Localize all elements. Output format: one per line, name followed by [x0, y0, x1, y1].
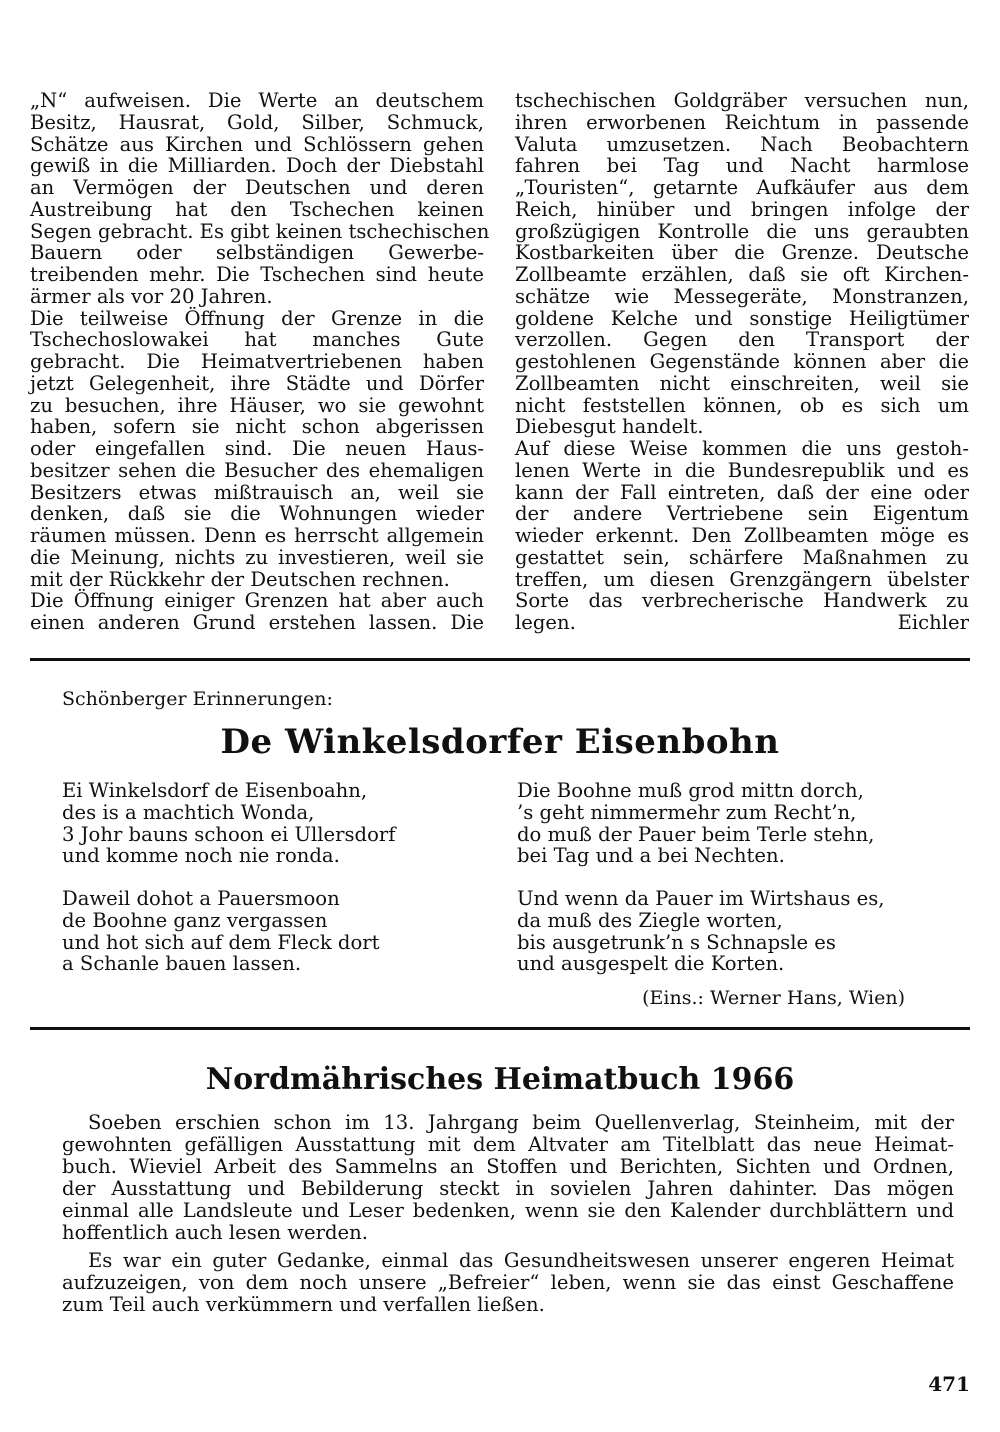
- poem-title: De Winkelsdorfer Eisenbohn: [220, 722, 780, 762]
- text-line: einmal alle Landsleute und Leser bedenken, wenn sie den Kalender durchblättern und: [62, 1199, 954, 1222]
- verse-line: und hot sich auf dem Fleck dort: [62, 930, 380, 954]
- verse-line: und komme noch nie ronda.: [62, 844, 340, 868]
- text-line: verzollen. Gegen den Transport der: [515, 328, 969, 352]
- signature-line: [515, 612, 969, 634]
- verse-line: Daweil dohot a Pauersmoon: [62, 887, 340, 910]
- text-line: treibenden mehr. Die Tschechen sind heute: [30, 263, 484, 286]
- verse-line: Und wenn da Pauer im Wirtshaus es,: [517, 887, 885, 910]
- text-line: gewohnten gefälligen Ausstattung mit dem Altvater am Titelblatt das neue Heimat-: [62, 1133, 954, 1156]
- text-line: der andere Vertriebene sein Eigentum: [515, 502, 969, 526]
- text-line: Reich, hinüber und bringen infolge der: [515, 197, 969, 221]
- text-line: Auf diese Weise kommen die uns gestoh-: [515, 437, 969, 460]
- text-line: oder eingefallen sind. Die neuen Haus-: [30, 437, 484, 460]
- text-line: Die teilweise Öffnung der Grenze in die: [30, 306, 484, 330]
- verse-line: Die Boohne muß grod mittn dorch,: [517, 779, 864, 802]
- text-line: die Meinung, nichts zu investieren, weil sie: [30, 545, 484, 569]
- poem-stanza: [517, 780, 874, 867]
- book-paragraph: [62, 1250, 954, 1316]
- section-divider: [30, 1027, 970, 1030]
- text-line: großzügigen Kontrolle die uns geraubten: [515, 219, 969, 243]
- text-line: besitzer sehen die Besucher des ehemaligen: [30, 458, 484, 482]
- verse-line: 3 Johr bauns schoon ei Ullersdorf: [62, 822, 396, 846]
- poem-stanza: [62, 780, 396, 867]
- text-line: treffen, um diesen Grenzgängern übelster: [515, 567, 969, 591]
- text-line: gestattet sein, schärfere Maßnahmen zu: [515, 545, 969, 569]
- article-column-left: [30, 89, 490, 634]
- text-line: Tschechoslowakei hat manches Gute: [30, 328, 484, 352]
- verse-line: des is a machtich Wonda,: [62, 800, 315, 824]
- verse-line: und ausgespelt die Korten.: [517, 952, 785, 976]
- text-line: Zollbeamte erzählen, daß sie oft Kirchen-: [515, 263, 969, 286]
- text-line: ihren erworbenen Reichtum in passende: [515, 110, 969, 134]
- text-line: tschechischen Goldgräber versuchen nun,: [515, 89, 969, 112]
- text-line: Bauern oder selbständigen Gewerbe-: [30, 241, 484, 265]
- text-line: mit der Rückkehr der Deutschen rechnen.: [30, 567, 450, 591]
- text-line: aufzuzeigen, von dem noch unsere „Befreier“ leben, wenn sie das einst Geschaffene: [62, 1271, 954, 1294]
- book-title: Nordmährisches Heimatbuch 1966: [205, 1062, 795, 1097]
- text-line: Zollbeamten nicht einschreiten, weil sie: [515, 371, 969, 395]
- text-line: Sorte das verbrecherische Handwerk zu: [515, 589, 969, 613]
- text-line: wieder erkennt. Den Zollbeamten möge es: [515, 524, 969, 547]
- poem-credit: (Eins.: Werner Hans, Wien): [642, 987, 905, 1009]
- text-line: nicht feststellen können, ob es sich um: [515, 393, 969, 417]
- verse-line: do muß der Pauer beim Terle stehn,: [517, 822, 875, 846]
- text-line: Die Öffnung einiger Grenzen hat aber auch: [30, 589, 484, 613]
- text-line: goldene Kelche und sonstige Heiligtümer: [515, 306, 969, 330]
- text-line: Valuta umzusetzen. Nach Beobachtern: [515, 132, 969, 156]
- text-line: ärmer als vor 20 Jahren.: [30, 284, 273, 308]
- verse-line: de Boohne ganz vergassen: [62, 908, 328, 932]
- book-paragraph: [62, 1112, 954, 1244]
- verse-line: ’s geht nimmermehr zum Recht’n,: [517, 800, 857, 824]
- poem-stanza: [62, 888, 380, 975]
- text-line: haben, sofern sie nicht schon abgerissen: [30, 415, 484, 439]
- text-line: Soeben erschien schon im 13. Jahrgang beim Quellenverlag, Steinheim, mit der: [88, 1111, 954, 1134]
- text-line: zum Teil auch verkümmern und verfallen ließen.: [62, 1293, 545, 1316]
- text-line: jetzt Gelegenheit, ihre Städte und Dörfer: [30, 371, 484, 395]
- text-line: Es war ein guter Gedanke, einmal das Gesundheitswesen unserer engeren Heimat: [88, 1249, 954, 1272]
- text-line: räumen müssen. Denn es herrscht allgemein: [30, 524, 484, 547]
- text-line: fahren bei Tag und Nacht harmlose: [515, 154, 969, 178]
- verse-line: bis ausgetrunk’n s Schnapsle es: [517, 930, 836, 954]
- text-line: der Ausstattung und Bebilderung steckt in sovielen Jahren dahinter. Das mögen: [62, 1177, 954, 1200]
- page-number: 471: [928, 1372, 970, 1396]
- verse-line: bei Tag und a bei Nechten.: [517, 844, 785, 868]
- text-line: gewiß in die Milliarden. Doch der Diebstahl: [30, 154, 484, 178]
- section-divider: [30, 658, 970, 661]
- text-line: buch. Wieviel Arbeit des Sammelns an Stoffen und Berichten, Sichten und Ordnen,: [62, 1155, 954, 1178]
- text-line: denken, daß sie die Wohnungen wieder: [30, 502, 484, 526]
- poem-kicker: Schönberger Erinnerungen:: [62, 688, 333, 710]
- text-line: lenen Werte in die Bundesrepublik und es: [515, 458, 969, 482]
- text-line: an Vermögen der Deutschen und deren: [30, 176, 484, 199]
- text-line: „Touristen“, getarnte Aufkäufer aus dem: [515, 176, 969, 199]
- text-line: kann der Fall eintreten, daß der eine oder: [515, 480, 969, 504]
- poem-stanza: [517, 888, 885, 975]
- text-line: „N“ aufweisen. Die Werte an deutschem: [30, 89, 484, 112]
- verse-line: da muß des Ziegle worten,: [517, 908, 783, 932]
- article-column-right: [515, 90, 969, 634]
- text-line: Kostbarkeiten über die Grenze. Deutsche: [515, 241, 969, 265]
- text-line: gebracht. Die Heimatvertriebenen haben: [30, 350, 484, 373]
- text-line: einen anderen Grund erstehen lassen. Die: [30, 611, 484, 634]
- text-line: legen.: [515, 611, 576, 634]
- text-line: Diebesgut handelt.: [515, 415, 704, 439]
- verse-line: a Schanle bauen lassen.: [62, 952, 302, 976]
- text-line: hoffentlich auch lesen werden.: [62, 1221, 368, 1244]
- text-line: Segen gebracht. Es gibt keinen tschechischen: [30, 219, 490, 243]
- author-signature: Eichler: [897, 611, 969, 634]
- text-line: Besitzers etwas mißtrauisch an, weil sie: [30, 480, 484, 504]
- text-line: Schätze aus Kirchen und Schlössern gehen: [30, 132, 484, 156]
- text-line: schätze wie Messegeräte, Monstranzen,: [515, 284, 969, 308]
- text-line: gestohlenen Gegenstände können aber die: [515, 350, 969, 373]
- verse-line: Ei Winkelsdorf de Eisenboahn,: [62, 779, 368, 802]
- text-line: zu besuchen, ihre Häuser, wo sie gewohnt: [30, 393, 484, 417]
- text-line: Besitz, Hausrat, Gold, Silber, Schmuck,: [30, 110, 484, 134]
- text-line: Austreibung hat den Tschechen keinen: [30, 197, 484, 221]
